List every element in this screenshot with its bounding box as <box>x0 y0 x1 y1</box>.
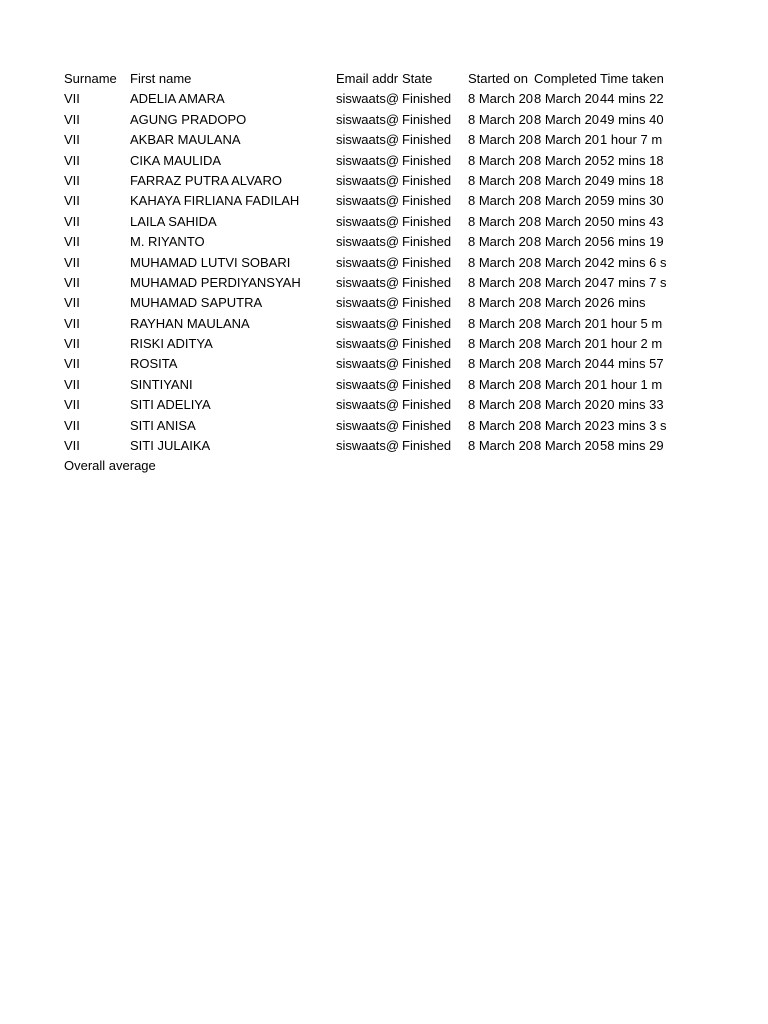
cell-surname: VII <box>64 152 80 168</box>
cell-started-on: 8 March 20 <box>468 315 534 331</box>
cell-completed: 8 March 20 <box>534 234 600 250</box>
cell-first-name: SINTIYANI <box>130 376 193 392</box>
cell-started-on: 8 March 20 <box>468 356 534 372</box>
header-first-name: First name <box>130 71 192 86</box>
header-row <box>64 69 666 89</box>
cell-completed: 8 March 20 <box>534 376 600 392</box>
table-row <box>64 89 666 109</box>
cell-surname: VII <box>64 254 80 270</box>
cell-time-taken: 59 mins 30 <box>600 193 664 209</box>
table-row <box>64 375 666 395</box>
overall-average-label: Overall average <box>64 458 156 474</box>
header-state: State <box>402 71 433 86</box>
table-row <box>64 354 666 374</box>
cell-completed: 8 March 20 <box>534 172 600 188</box>
cell-state: Finished <box>402 172 452 188</box>
cell-surname: VII <box>64 315 80 331</box>
cell-first-name: AGUNG PRADOPO <box>130 111 247 127</box>
cell-started-on: 8 March 20 <box>468 193 534 209</box>
cell-time-taken: 49 mins 40 <box>600 111 664 127</box>
cell-time-taken: 47 mins 7 s <box>600 274 666 290</box>
cell-email: siswaats@ <box>336 193 400 209</box>
cell-email: siswaats@ <box>336 254 400 270</box>
cell-first-name: SITI ANISA <box>130 417 196 433</box>
cell-email: siswaats@ <box>336 438 400 454</box>
cell-email: siswaats@ <box>336 376 400 392</box>
quiz-results-table <box>64 69 666 477</box>
cell-first-name: ADELIA AMARA <box>130 91 225 107</box>
cell-started-on: 8 March 20 <box>468 438 534 454</box>
table-row <box>64 416 666 436</box>
cell-time-taken: 42 mins 6 s <box>600 254 666 270</box>
cell-surname: VII <box>64 417 80 433</box>
cell-started-on: 8 March 20 <box>468 397 534 413</box>
header-surname: Surname <box>64 71 117 86</box>
cell-time-taken: 52 mins 18 <box>600 152 664 168</box>
cell-time-taken: 1 hour 1 m <box>600 376 663 392</box>
cell-first-name: FARRAZ PUTRA ALVARO <box>130 172 282 188</box>
cell-first-name: MUHAMAD LUTVI SOBARI <box>130 254 291 270</box>
cell-surname: VII <box>64 132 80 148</box>
cell-started-on: 8 March 20 <box>468 376 534 392</box>
cell-started-on: 8 March 20 <box>468 172 534 188</box>
table-row <box>64 253 666 273</box>
cell-state: Finished <box>402 356 452 372</box>
cell-first-name: MUHAMAD SAPUTRA <box>130 295 263 311</box>
cell-state: Finished <box>402 254 452 270</box>
cell-surname: VII <box>64 397 80 413</box>
table-row <box>64 130 666 150</box>
cell-email: siswaats@ <box>336 91 400 107</box>
cell-email: siswaats@ <box>336 213 400 229</box>
cell-state: Finished <box>402 193 452 209</box>
cell-state: Finished <box>402 315 452 331</box>
header-time-taken: Time taken <box>600 71 664 86</box>
table-row <box>64 191 666 211</box>
cell-started-on: 8 March 20 <box>468 152 534 168</box>
cell-email: siswaats@ <box>336 111 400 127</box>
table-row <box>64 273 666 293</box>
table-body <box>64 89 666 456</box>
cell-first-name: AKBAR MAULANA <box>130 132 241 148</box>
cell-time-taken: 23 mins 3 s <box>600 417 666 433</box>
cell-email: siswaats@ <box>336 152 400 168</box>
cell-started-on: 8 March 20 <box>468 417 534 433</box>
cell-state: Finished <box>402 152 452 168</box>
cell-state: Finished <box>402 397 452 413</box>
cell-surname: VII <box>64 274 80 290</box>
cell-completed: 8 March 20 <box>534 254 600 270</box>
cell-email: siswaats@ <box>336 417 400 433</box>
cell-completed: 8 March 20 <box>534 315 600 331</box>
footer-row <box>64 456 666 476</box>
cell-time-taken: 1 hour 2 m <box>600 336 663 352</box>
cell-state: Finished <box>402 91 452 107</box>
cell-completed: 8 March 20 <box>534 132 600 148</box>
cell-state: Finished <box>402 213 452 229</box>
table-row <box>64 395 666 415</box>
cell-email: siswaats@ <box>336 274 400 290</box>
cell-started-on: 8 March 20 <box>468 336 534 352</box>
cell-email: siswaats@ <box>336 295 400 311</box>
table-row <box>64 212 666 232</box>
table-row <box>64 171 666 191</box>
cell-completed: 8 March 20 <box>534 336 600 352</box>
table-row <box>64 334 666 354</box>
cell-surname: VII <box>64 376 80 392</box>
cell-completed: 8 March 20 <box>534 213 600 229</box>
cell-email: siswaats@ <box>336 172 400 188</box>
cell-completed: 8 March 20 <box>534 274 600 290</box>
cell-completed: 8 March 20 <box>534 417 600 433</box>
table-row <box>64 232 666 252</box>
cell-surname: VII <box>64 336 80 352</box>
cell-state: Finished <box>402 438 452 454</box>
cell-state: Finished <box>402 295 452 311</box>
cell-started-on: 8 March 20 <box>468 91 534 107</box>
cell-time-taken: 1 hour 7 m <box>600 132 663 148</box>
cell-started-on: 8 March 20 <box>468 254 534 270</box>
cell-email: siswaats@ <box>336 132 400 148</box>
cell-state: Finished <box>402 417 452 433</box>
cell-first-name: LAILA SAHIDA <box>130 213 217 229</box>
cell-surname: VII <box>64 295 80 311</box>
cell-surname: VII <box>64 234 80 250</box>
cell-completed: 8 March 20 <box>534 193 600 209</box>
cell-started-on: 8 March 20 <box>468 274 534 290</box>
cell-state: Finished <box>402 274 452 290</box>
cell-time-taken: 1 hour 5 m <box>600 315 663 331</box>
header-email: Email addr <box>336 71 399 86</box>
cell-time-taken: 44 mins 57 <box>600 356 664 372</box>
cell-time-taken: 58 mins 29 <box>600 438 664 454</box>
cell-email: siswaats@ <box>336 315 400 331</box>
cell-surname: VII <box>64 193 80 209</box>
cell-state: Finished <box>402 111 452 127</box>
cell-completed: 8 March 20 <box>534 91 600 107</box>
cell-time-taken: 26 mins <box>600 295 646 311</box>
cell-surname: VII <box>64 356 80 372</box>
cell-first-name: RAYHAN MAULANA <box>130 315 250 331</box>
cell-state: Finished <box>402 376 452 392</box>
cell-first-name: ROSITA <box>130 356 178 372</box>
cell-completed: 8 March 20 <box>534 152 600 168</box>
cell-started-on: 8 March 20 <box>468 295 534 311</box>
cell-first-name: SITI ADELIYA <box>130 397 211 413</box>
table-row <box>64 293 666 313</box>
header-completed: Completed <box>534 71 597 86</box>
cell-email: siswaats@ <box>336 397 400 413</box>
cell-first-name: KAHAYA FIRLIANA FADILAH <box>130 193 300 209</box>
cell-email: siswaats@ <box>336 336 400 352</box>
cell-surname: VII <box>64 213 80 229</box>
cell-state: Finished <box>402 234 452 250</box>
cell-state: Finished <box>402 336 452 352</box>
cell-completed: 8 March 20 <box>534 111 600 127</box>
cell-time-taken: 20 mins 33 <box>600 397 664 413</box>
cell-first-name: MUHAMAD PERDIYANSYAH <box>130 274 301 290</box>
cell-completed: 8 March 20 <box>534 356 600 372</box>
cell-email: siswaats@ <box>336 356 400 372</box>
cell-email: siswaats@ <box>336 234 400 250</box>
cell-surname: VII <box>64 91 80 107</box>
cell-first-name: RISKI ADITYA <box>130 336 213 352</box>
cell-first-name: CIKA MAULIDA <box>130 152 222 168</box>
cell-surname: VII <box>64 438 80 454</box>
table-row <box>64 436 666 456</box>
cell-surname: VII <box>64 172 80 188</box>
cell-time-taken: 49 mins 18 <box>600 172 664 188</box>
cell-started-on: 8 March 20 <box>468 132 534 148</box>
cell-started-on: 8 March 20 <box>468 111 534 127</box>
cell-started-on: 8 March 20 <box>468 234 534 250</box>
table-row <box>64 314 666 334</box>
table-row <box>64 110 666 130</box>
cell-completed: 8 March 20 <box>534 438 600 454</box>
cell-time-taken: 44 mins 22 <box>600 91 664 107</box>
cell-time-taken: 50 mins 43 <box>600 213 664 229</box>
cell-started-on: 8 March 20 <box>468 213 534 229</box>
table-row <box>64 151 666 171</box>
cell-state: Finished <box>402 132 452 148</box>
header-started-on: Started on <box>468 71 528 86</box>
cell-surname: VII <box>64 111 80 127</box>
cell-time-taken: 56 mins 19 <box>600 234 664 250</box>
cell-completed: 8 March 20 <box>534 295 600 311</box>
cell-first-name: SITI JULAIKA <box>130 438 211 454</box>
cell-completed: 8 March 20 <box>534 397 600 413</box>
cell-first-name: M. RIYANTO <box>130 234 205 250</box>
